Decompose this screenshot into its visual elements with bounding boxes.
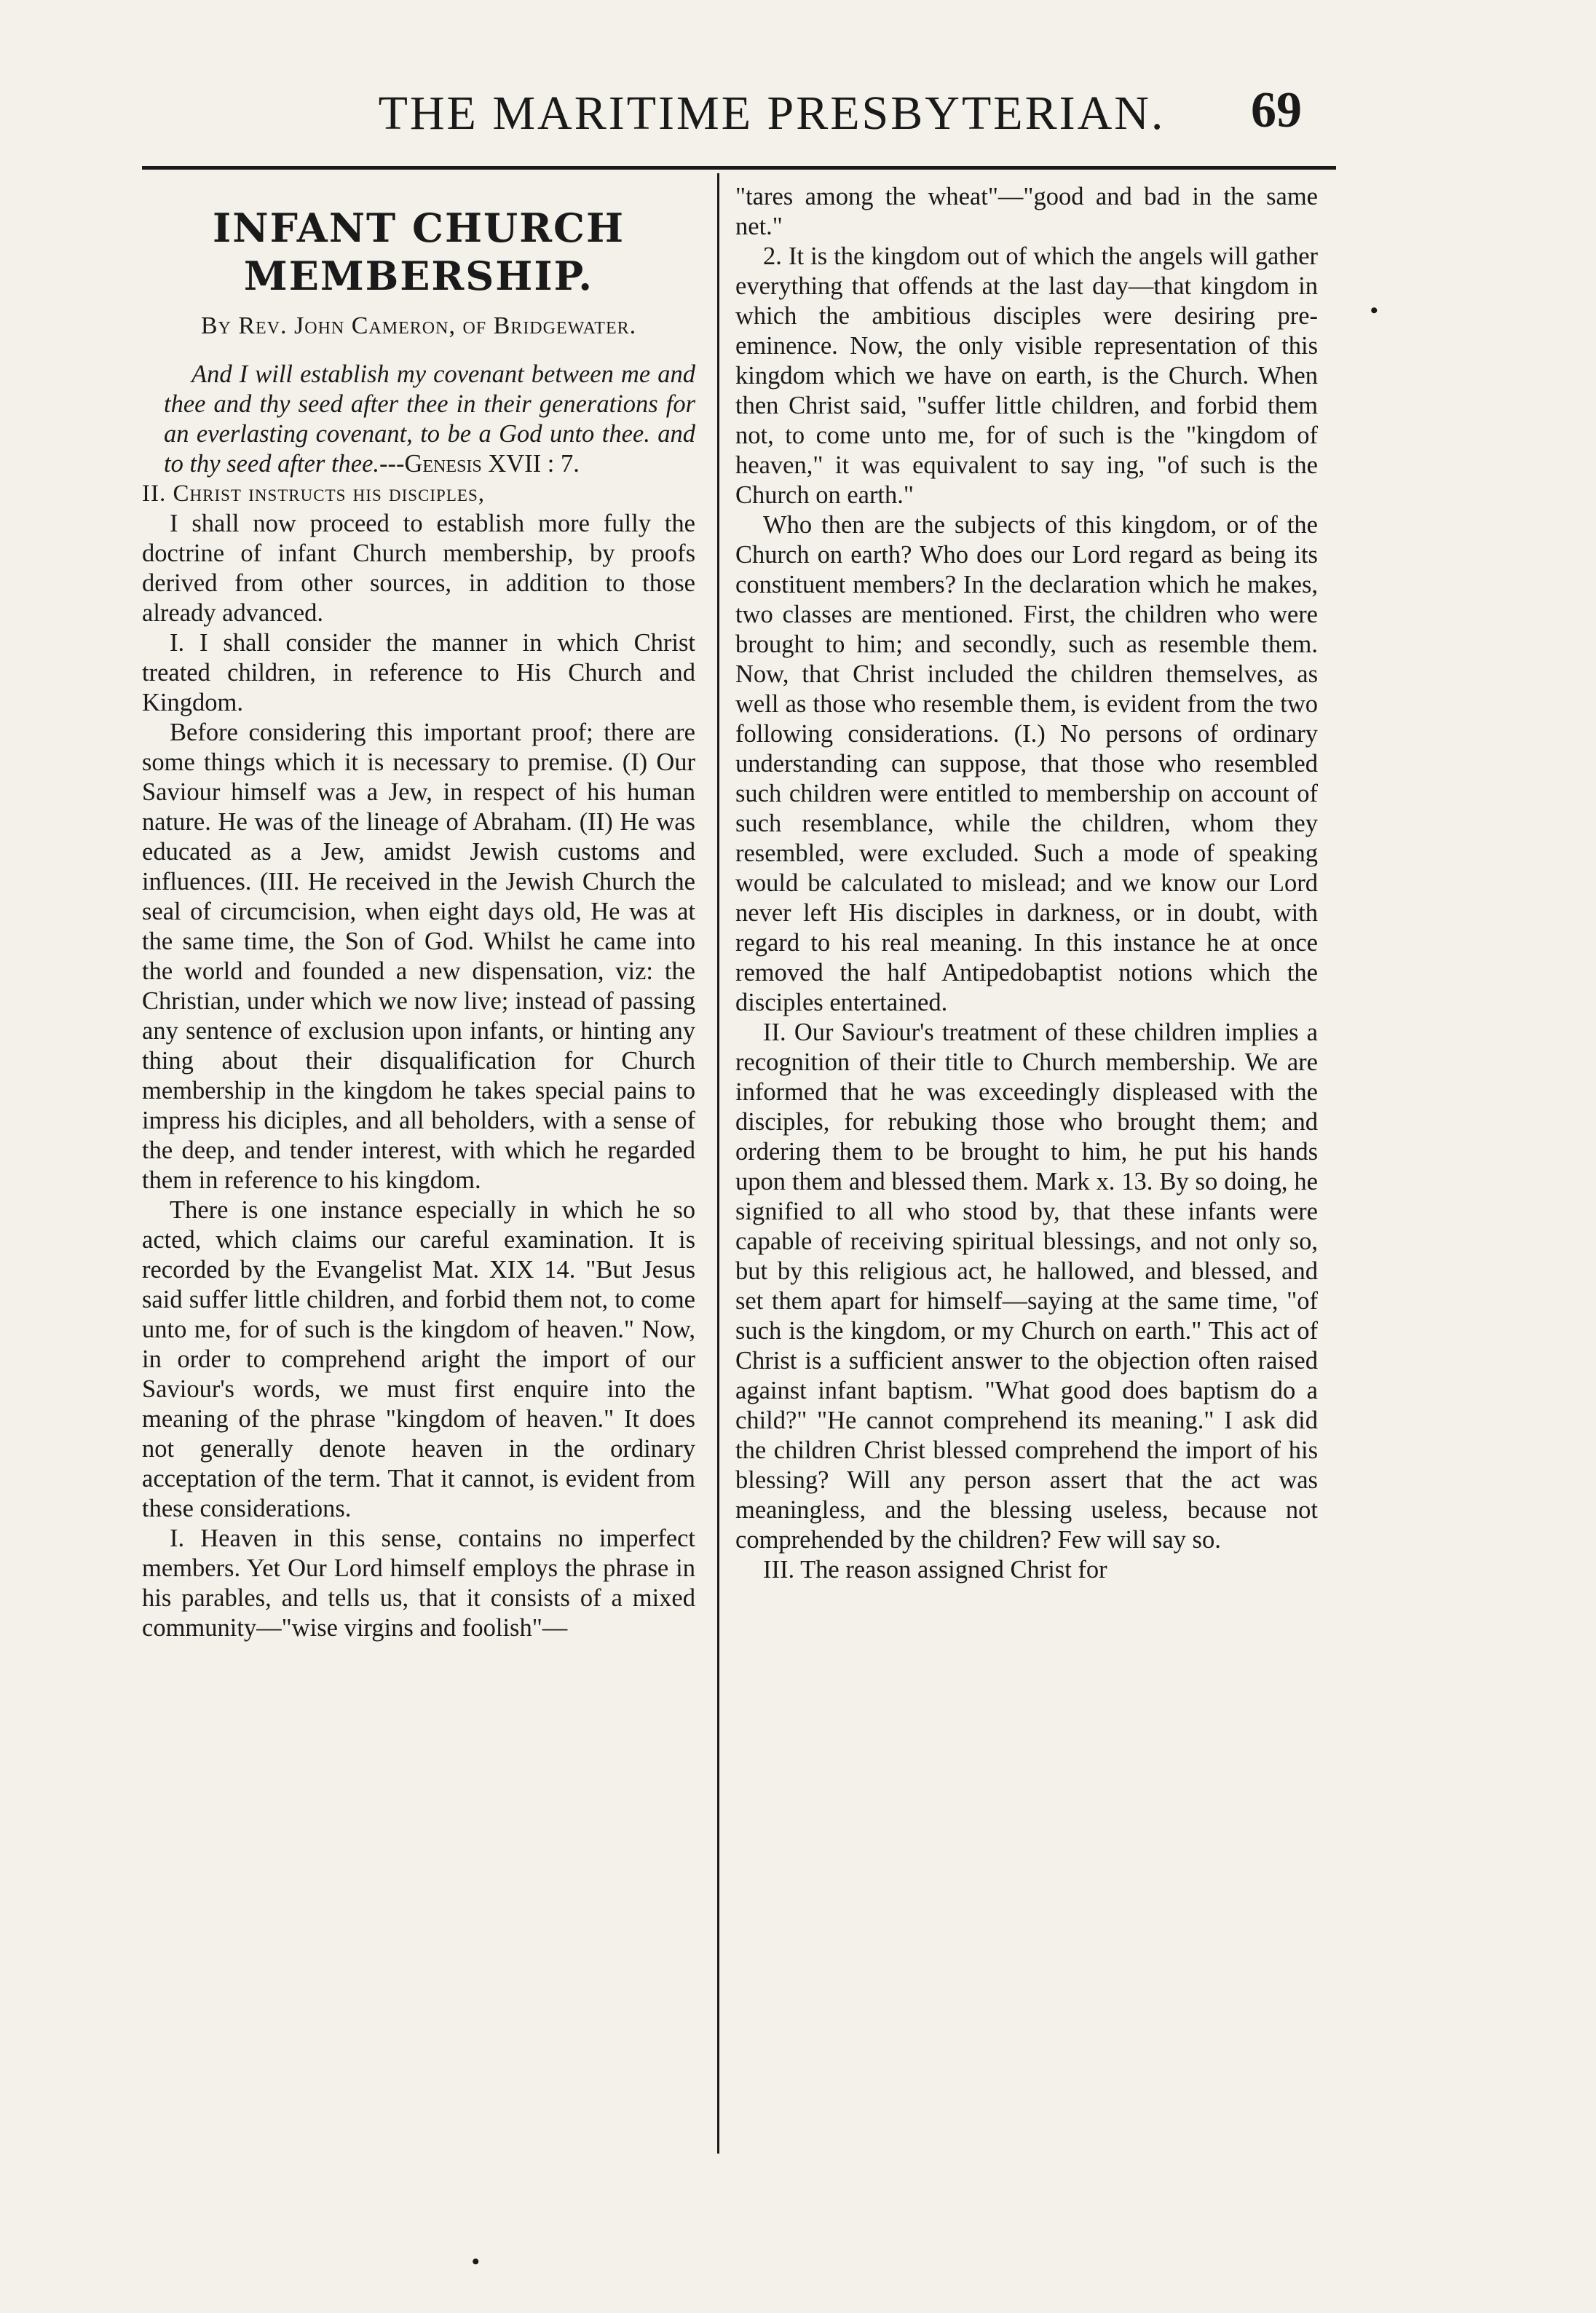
running-head: THE MARITIME PRESBYTERIAN. — [378, 87, 1166, 140]
epigraph — [142, 360, 695, 479]
paragraph: 2. It is the kingdom out of which the angels will gather everything that offends at the last day—that kingdom in which the ambitious disciples were desiring pre-eminence. Now, the only visible representation of this kingdom which we have on earth, is the Church. When then Christ said, "suffer little children, and forbid them not, to come unto me, for of such is the "kingdom of heaven," it was equivalent to say ing, "of such is the Church on earth." — [735, 242, 1318, 509]
paragraph: I. Heaven in this sense, contains no imperfect members. Yet Our Lord himself employs the phrase in his parables, and tells us, that it consists of a mixed community—"wise virgins and foolish"— — [142, 1525, 695, 1642]
section-heading: II. Christ instructs his disciples, — [142, 481, 485, 507]
right-column — [735, 182, 1318, 1585]
stray-mark: • — [1370, 298, 1378, 323]
paragraph: "tares among the wheat"—"good and bad in the same net." — [735, 183, 1318, 240]
header-rule — [142, 166, 1336, 170]
left-column — [142, 182, 695, 1643]
page-number: 69 — [1251, 82, 1302, 138]
article-title: INFANT CHURCH MEMBERSHIP. — [213, 205, 625, 299]
article-byline: By Rev. John Cameron, of Bridgewater. — [200, 312, 637, 339]
paragraph: I. I shall consider the manner in which Christ treated children, in reference to His Church and Kingdom. — [142, 629, 695, 716]
paragraph: Before considering this important proof; there are some things which it is necessary to premise. (I) Our Saviour himself was a Jew, in respect of his human nature. He was of the lineage of Abraham. (II) He was educated as a Jew, amidst Jewish customs and influences. (III. He received in the Jewish Church the seal of circumcision, when eight days old, He was at the same time, the Son of God. Whilst he came into the world and founded a new dispensation, viz: the Christian, under which we now live; instead of passing any sentence of exclusion upon infants, or hinting any thing about their disqualification for Church membership in the kingdom he takes special pains to impress his diciples, and all beholders, with a sense of the deep, and tender interest, with which he regarded them in reference to his kingdom. — [142, 719, 695, 1194]
paragraph: Who then are the subjects of this kingdom, or of the Church on earth? Who does our Lord regard as being its constituent members? In the declaration which he makes, two classes are mentioned. First, the children who were brought to him; and secondly, such as resemble them. Now, that Christ included the children themselves, as well as those who resemble them, is evident from the two following considerations. (I.) No persons of ordinary understanding can suppose, that those who resembled such children were entitled to membership on account of such resemblance, while the children, whom they resembled, were excluded. Such a mode of speaking would be calculated to mislead; and we know our Lord never left His disciples in darkness, or in doubt, with regard to his real meaning. In this instance he at once removed the half Antipedobaptist notions which the disciples entertained. — [735, 511, 1318, 1016]
paragraph: II. Our Saviour's treatment of these children implies a recognition of their title to Church membership. We are informed that he was exceedingly displeased with the disciples, for rebuking those who brought them; and ordering them to be brought to him, he put his hands upon them and blessed them. Mark x. 13. By so doing, he signified to all who stood by, that these infants were capable of receiving spiritual blessings, and not only so, but by this religious act, he hallowed, and blessed, and set them apart for himself—saying at the same time, "of such is the kingdom, or my Church on earth." This act of Christ is a sufficient answer to the objection often raised against infant baptism. "What good does baptism do a child?" "He cannot comprehend its meaning." I ask did the children Christ blessed comprehend the import of his blessing? Will any person assert that the act was meaningless, and the blessing useless, because not comprehended by the children? Few will say so. — [735, 1019, 1318, 1554]
epigraph-citation: ---Genesis XVII : 7. — [379, 450, 580, 478]
stray-mark: • — [472, 2250, 480, 2274]
epigraph-text: And I will establish my covenant between me and thee and thy seed after thee in their generations for an everlasting covenant, to be a God unto thee. and to thy seed after thee. — [164, 360, 695, 478]
paragraph: III. The reason assigned Christ for — [763, 1556, 1107, 1583]
column-divider — [717, 173, 719, 2154]
paragraph: I shall now proceed to establish more fully the doctrine of infant Church membership, by proofs derived from other sources, in addition to those already advanced. — [142, 510, 695, 627]
paragraph: There is one instance especially in which he so acted, which claims our careful examination. It is recorded by the Evangelist Mat. XIX 14. "But Jesus said suffer little children, and forbid them not, to come unto me, for of such is the kingdom of heaven." Now, in order to comprehend aright the import of our Saviour's words, we must first enquire into the meaning of the phrase "kingdom of heaven." It does not generally denote heaven in the ordinary acceptation of the term. That it cannot, is evident from these considerations. — [142, 1196, 695, 1522]
